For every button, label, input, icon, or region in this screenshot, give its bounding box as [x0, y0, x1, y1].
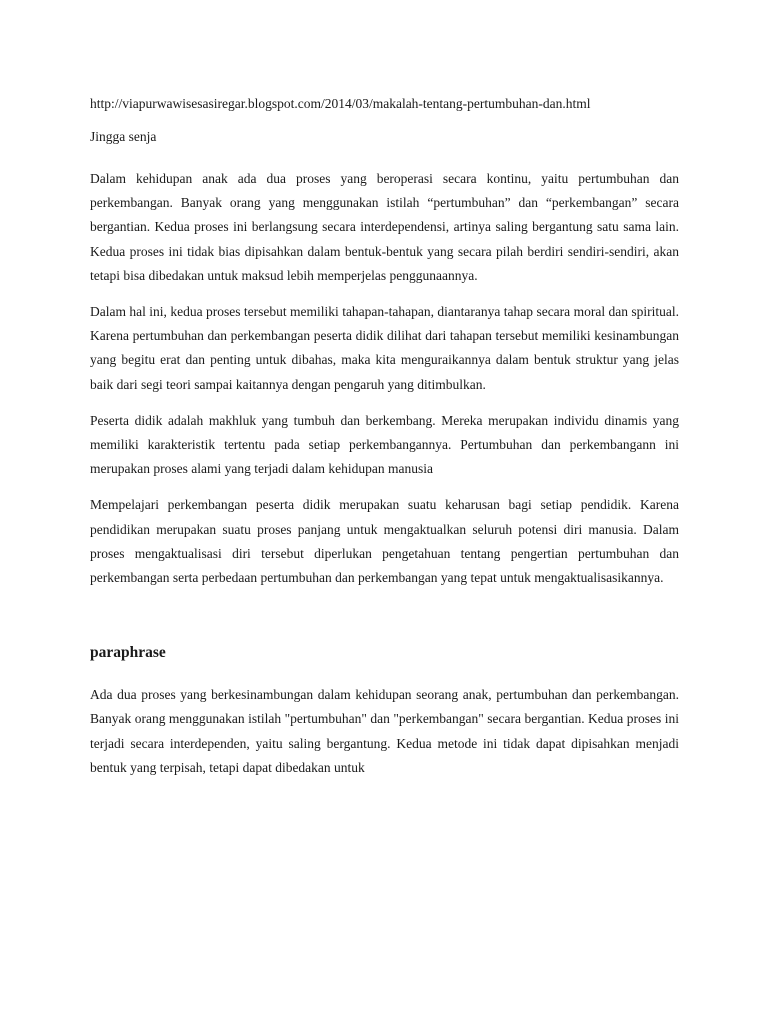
- paragraph-2: Dalam hal ini, kedua proses tersebut memiliki tahapan-tahapan, diantaranya tahap secara moral dan spiritual. Karena pertumbuhan dan perkembangan peserta didik dilihat dari tahapan tersebut memiliki kesinambungan yang begitu erat dan penting untuk dibahas, maka kita menguraikannya dalam bentuk struktur yang jelas baik dari segi teori sampai kaitannya dengan pengaruh yang ditimbulkan.: [90, 304, 679, 392]
- paragraph-3: Peserta didik adalah makhluk yang tumbuh dan berkembang. Mereka merupakan individu dinamis yang memiliki karakteristik tertentu pada setiap perkembangannya. Pertumbuhan dan perkembangann ini merupakan proses alami yang terjadi dalam kehidupan manusia: [90, 412, 679, 477]
- paraphrase-heading: paraphrase: [90, 644, 166, 662]
- paraphrase-paragraph: Ada dua proses yang berkesinambungan dalam kehidupan seorang anak, pertumbuhan dan perkembangan. Banyak orang menggunakan istilah "pertumbuhan" dan "perkembangan" secara bergantian. Kedua proses ini terjadi secara interdependen, yaitu saling bergantung. Kedua metode ini tidak dapat dipisahkan menjadi bentuk yang terpisah, tetapi dapat dibedakan untuk: [90, 687, 679, 775]
- paragraph-4: Mempelajari perkembangan peserta didik merupakan suatu keharusan bagi setiap pendidik. Karena pendidikan merupakan suatu proses panjang untuk mengaktualkan seluruh potensi diri manusia. Dalam proses mengaktualisasi diri tersebut diperlukan pengetahuan tentang pengertian pertumbuhan dan perkembangan serta perbedaan pertumbuhan dan perkembangan yang tepat untuk mengaktualisasikannya.: [90, 497, 679, 586]
- paragraph-1: Dalam kehidupan anak ada dua proses yang beroperasi secara kontinu, yaitu pertumbuhan dan perkembangan. Banyak orang yang menggunakan istilah “pertumbuhan” dan “perkembangan” secara bergantian. Kedua proses ini berlangsung secara interdependensi, artinya saling bergantung satu sama lain. Kedua proses ini tidak bias dipisahkan dalam bentuk-bentuk yang secara pilah berdiri sendiri-sendiri, akan tetapi bisa dibedakan untuk maksud lebih memperjelas penggunaannya.: [90, 171, 679, 283]
- source-url[interactable]: http://viapurwawisesasiregar.blogspot.com/2014/03/makalah-tentang-pertumbuhan-dan.html: [90, 96, 591, 111]
- author-name: Jingga senja: [90, 129, 157, 144]
- document-body: [90, 93, 679, 780]
